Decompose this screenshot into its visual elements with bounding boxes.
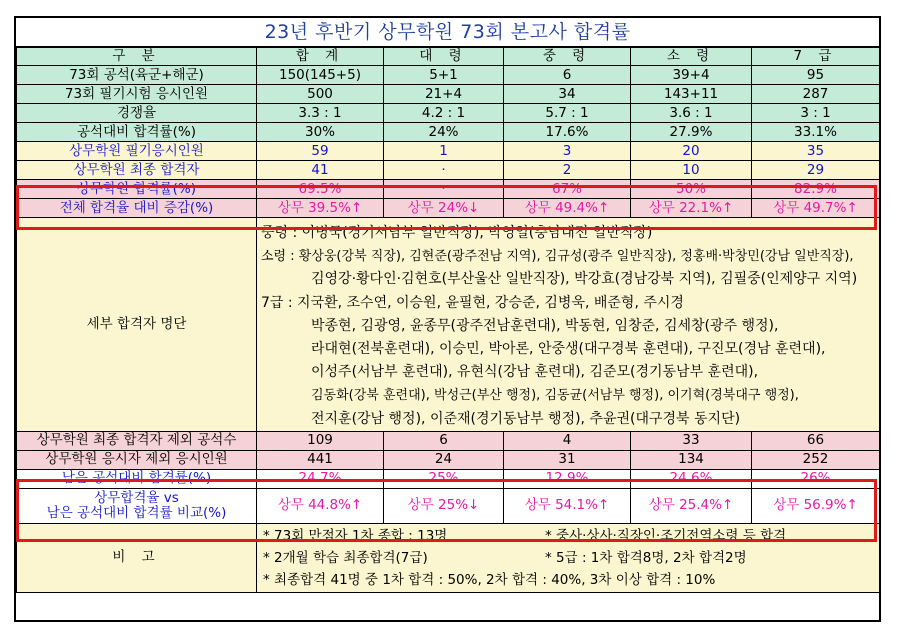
table-cell: 27.9% <box>631 123 752 142</box>
row-label: 상무학원 응시자 제외 응시인원 <box>17 450 257 469</box>
table-cell: 41 <box>257 161 384 180</box>
table-cell: 상무 44.8%↑ <box>257 488 384 523</box>
table-cell: 상무 25%↓ <box>384 488 504 523</box>
table-cell: 67% <box>504 180 631 199</box>
table-cell: · <box>384 180 504 199</box>
table-cell: 35 <box>752 142 880 161</box>
notes-label: 비 고 <box>17 523 257 592</box>
table-cell: 3.6 : 1 <box>631 104 752 123</box>
row-label-line: 상무합격율 vs <box>94 489 179 506</box>
table-cell: 상무 49.4%↑ <box>504 199 631 218</box>
row-label: 경쟁율 <box>17 104 257 123</box>
detail-line: 라대현(전북훈련대), 이승민, 박아론, 안중생(대구경북 훈련대), 구진모(경남 훈련대), <box>311 341 826 358</box>
table-row <box>17 450 880 469</box>
detail-names <box>257 218 880 432</box>
row-label <box>17 488 257 523</box>
row-label: 전체 합격율 대비 증감(%) <box>17 199 257 218</box>
table-cell: 150(145+5) <box>257 66 384 85</box>
table-cell: 29 <box>752 161 880 180</box>
table-cell: 3 <box>504 142 631 161</box>
table-cell: 50% <box>631 180 752 199</box>
detail-label: 세부 합격자 명단 <box>17 218 257 432</box>
table-cell: 4 <box>504 431 631 450</box>
column-header: 구 분 <box>17 48 257 66</box>
table-cell: 33.1% <box>752 123 880 142</box>
table-row <box>17 161 880 180</box>
results-table <box>16 47 880 593</box>
column-header: 대 령 <box>384 48 504 66</box>
table-cell: 17.6% <box>504 123 631 142</box>
table-row <box>17 199 880 218</box>
table-cell: 상무 49.7%↑ <box>752 199 880 218</box>
table-cell: 287 <box>752 85 880 104</box>
detail-line: 소령 : 황상웅(강북 직장), 김현준(광주전남 지역), 김규성(광주 일반직장), 정홍배·박창민(강남 일반직장), <box>261 249 854 265</box>
row-label: 남은 공석대비 합격률(%) <box>17 469 257 488</box>
note-item: * 5급 : 1차 합격8명, 2차 합격2명 <box>545 549 747 566</box>
table-cell: 상무 25.4%↑ <box>631 488 752 523</box>
page-title: 23년 후반기 상무학원 73회 본고사 합격률 <box>16 18 879 47</box>
table-row <box>17 85 880 104</box>
table-cell: 상무 24%↓ <box>384 199 504 218</box>
table-cell: 5.7 : 1 <box>504 104 631 123</box>
detail-line: 박종현, 김광영, 윤종무(광주전남훈련대), 박동현, 임창준, 김세창(광주 행정), <box>311 317 779 334</box>
note-item: * 중사·상사·직장인·조기전역소령 등 합격 <box>545 527 787 544</box>
column-header: 합 계 <box>257 48 384 66</box>
detail-line: 김동화(강북 훈련대), 박성근(부산 행정), 김동균(서남부 행정), 이기혁(경북대구 행정), <box>311 388 799 404</box>
table-cell: 34 <box>504 85 631 104</box>
table-cell: 12.9% <box>504 469 631 488</box>
row-label: 73회 필기시험 응시인원 <box>17 85 257 104</box>
detail-line: 중령 : 이병국(경기서남부 일반직장), 박영일(충남대전 일반직장) <box>261 225 653 241</box>
table-cell: 6 <box>504 66 631 85</box>
table-cell: 10 <box>631 161 752 180</box>
table-cell: 상무 56.9%↑ <box>752 488 880 523</box>
table-row <box>17 431 880 450</box>
table-cell: 5+1 <box>384 66 504 85</box>
header-row <box>17 48 880 66</box>
table-cell: 109 <box>257 431 384 450</box>
table-row <box>17 469 880 488</box>
column-header: 7 급 <box>752 48 880 66</box>
table-cell: 24 <box>384 450 504 469</box>
row-label: 73회 공석(육군+해군) <box>17 66 257 85</box>
table-cell: 상무 39.5%↑ <box>257 199 384 218</box>
table-cell: 24% <box>384 123 504 142</box>
table-cell: 상무 54.1%↑ <box>504 488 631 523</box>
table-cell: 95 <box>752 66 880 85</box>
table-row <box>17 488 880 523</box>
table-cell: 31 <box>504 450 631 469</box>
table-cell: 441 <box>257 450 384 469</box>
table-cell: 143+11 <box>631 85 752 104</box>
table-cell: 4.2 : 1 <box>384 104 504 123</box>
note-item: * 최종합격 41명 중 1차 합격 : 50%, 2차 합격 : 40%, 3차 이상 합격 : 10% <box>263 571 716 588</box>
table-cell: 500 <box>257 85 384 104</box>
table-cell: 26% <box>752 469 880 488</box>
table-cell: 24.6% <box>631 469 752 488</box>
row-label: 상무학원 최종 합격자 <box>17 161 257 180</box>
table-cell: 66 <box>752 431 880 450</box>
table-cell: 24.7% <box>257 469 384 488</box>
table-row <box>17 66 880 85</box>
table-cell: 59 <box>257 142 384 161</box>
table-cell: 1 <box>384 142 504 161</box>
table-cell: 252 <box>752 450 880 469</box>
column-header: 소 령 <box>631 48 752 66</box>
table-cell: 69.5% <box>257 180 384 199</box>
table-cell: 21+4 <box>384 85 504 104</box>
table-cell: 3 : 1 <box>752 104 880 123</box>
column-header: 중 령 <box>504 48 631 66</box>
table-row <box>17 142 880 161</box>
row-label: 상무학원 필기응시인원 <box>17 142 257 161</box>
detail-line: 이성주(서남부 훈련대), 유현식(강남 훈련대), 김준모(경기동남부 훈련대), <box>311 364 759 381</box>
table-cell: 25% <box>384 469 504 488</box>
table-row <box>17 104 880 123</box>
detail-line: 전지훈(강남 행정), 이준재(경기동남부 행정), 추윤권(대구경북 동지단) <box>311 410 741 427</box>
detail-line: 김영강·황다인·김현호(부산울산 일반직장), 박강효(경남강북 지역), 김필중(인제양구 지역) <box>311 271 858 288</box>
table-cell: 134 <box>631 450 752 469</box>
detail-row <box>17 218 880 432</box>
note-item: * 73회 만점자 1차 종합 : 13명 <box>263 527 448 544</box>
table-cell: · <box>384 161 504 180</box>
table-row <box>17 180 880 199</box>
table-cell: 33 <box>631 431 752 450</box>
notes-row <box>17 523 880 592</box>
table-cell: 상무 22.1%↑ <box>631 199 752 218</box>
results-sheet <box>14 16 881 622</box>
row-label: 공석대비 합격률(%) <box>17 123 257 142</box>
notes-content <box>257 523 880 592</box>
row-label: 상무학원 최종 합격자 제외 공석수 <box>17 431 257 450</box>
table-row <box>17 123 880 142</box>
table-cell: 30% <box>257 123 384 142</box>
row-label-line: 남은 공석대비 합격률 비교(%) <box>46 504 227 521</box>
table-cell: 82.9% <box>752 180 880 199</box>
table-cell: 39+4 <box>631 66 752 85</box>
table-cell: 2 <box>504 161 631 180</box>
table-cell: 3.3 : 1 <box>257 104 384 123</box>
detail-line: 7급 : 지국환, 조수연, 이승원, 윤필현, 강승준, 김병욱, 배준형, 주시경 <box>261 294 684 311</box>
table-cell: 20 <box>631 142 752 161</box>
row-label: 상무학원 합격률(%) <box>17 180 257 199</box>
note-item: * 2개월 학습 최종합격(7급) <box>263 549 428 566</box>
table-cell: 6 <box>384 431 504 450</box>
